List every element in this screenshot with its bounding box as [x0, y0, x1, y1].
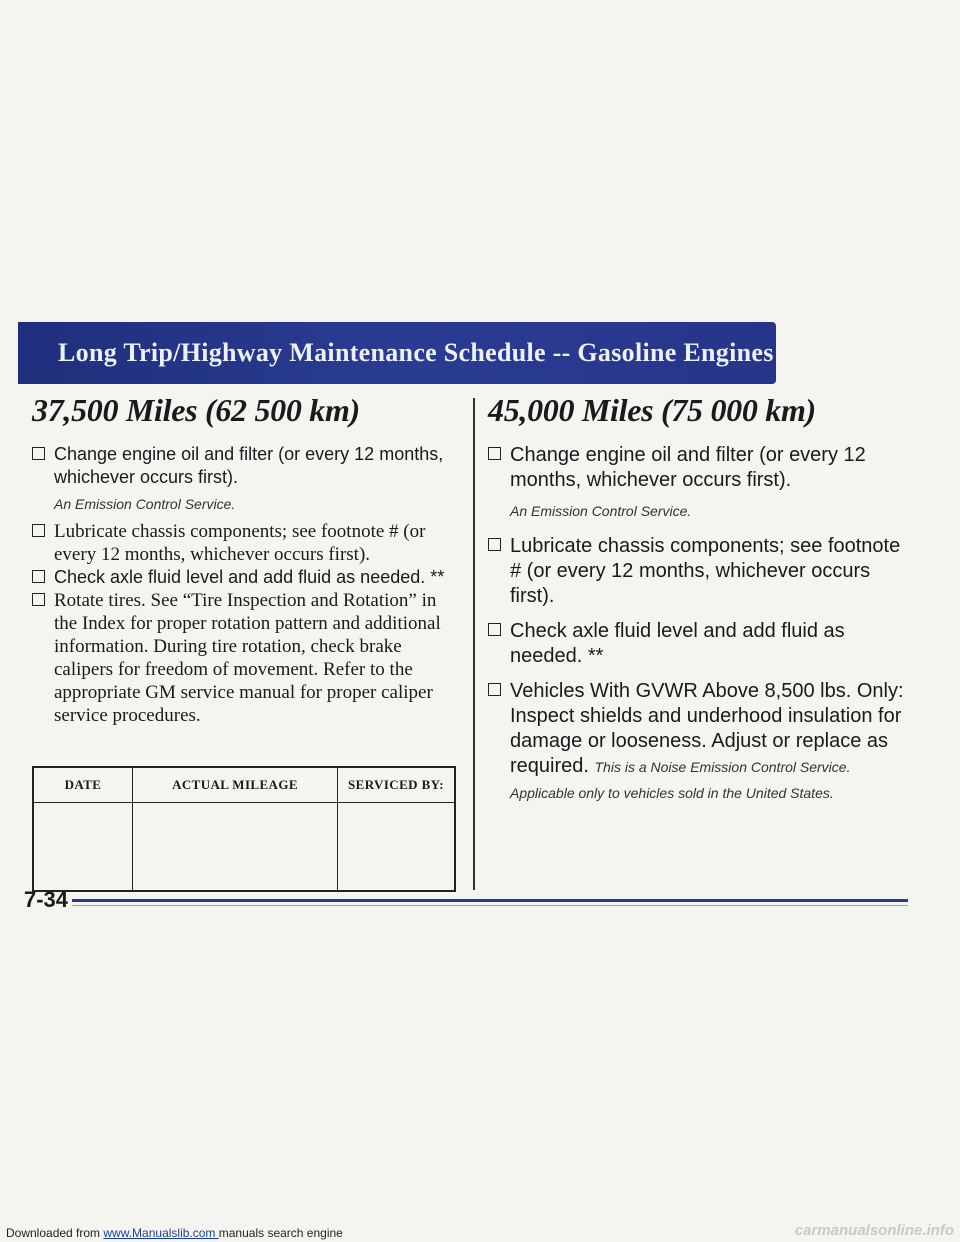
checklist-item	[488, 619, 913, 669]
checkbox-icon[interactable]	[488, 623, 501, 636]
checklist-item	[32, 589, 462, 727]
manualslib-link[interactable]: www.Manualslib.com	[103, 1226, 219, 1240]
checkbox-icon[interactable]	[32, 593, 45, 606]
right-heading: 45,000 Miles (75 000 km)	[488, 392, 816, 428]
emission-note: An Emission Control Service.	[54, 496, 236, 512]
checklist-item	[32, 566, 462, 589]
checklist-item	[32, 443, 462, 516]
checkbox-icon[interactable]	[32, 447, 45, 460]
right-column	[488, 392, 913, 806]
page-number: 7-34	[24, 887, 69, 912]
checkbox-icon[interactable]	[32, 524, 45, 537]
column-header: SERVICED BY:	[338, 767, 456, 803]
date-cell[interactable]	[33, 803, 133, 892]
item-text: Rotate tires. See “Tire Inspection and Rotation” in the Index for proper rotation pattern and additional information. During tire rotation, check brake calipers for freedom of movement. Refer to the appropriate GM service manual for proper caliper service procedures.	[54, 590, 441, 726]
checkbox-icon[interactable]	[488, 538, 501, 551]
checkbox-icon[interactable]	[488, 683, 501, 696]
left-heading: 37,500 Miles (62 500 km)	[32, 392, 360, 428]
item-text: Change engine oil and filter (or every 12 months, whichever occurs first).	[510, 444, 866, 491]
column-header: DATE	[33, 767, 133, 803]
checklist-item	[488, 443, 913, 524]
table-row	[33, 803, 455, 892]
item-text: Change engine oil and filter (or every 12 months, whichever occurs first).	[54, 444, 444, 487]
column-divider	[473, 398, 475, 890]
item-text: Check axle fluid level and add fluid as needed. **	[54, 567, 445, 587]
footer-rule-thin	[72, 905, 908, 906]
item-text: Check axle fluid level and add fluid as needed. **	[510, 620, 845, 667]
checklist-item	[488, 534, 913, 609]
download-prefix: Downloaded from	[6, 1226, 104, 1240]
item-text: Vehicles With GVWR Above 8,500 lbs. Only: Inspect shields and underhood insulation for damage or looseness. Adjust or replace as required.	[510, 680, 904, 777]
footer-rule	[72, 899, 908, 902]
service-log-table	[32, 766, 456, 892]
mileage-cell[interactable]	[133, 803, 338, 892]
section-banner	[18, 322, 776, 384]
column-header: ACTUAL MILEAGE	[133, 767, 338, 803]
checklist-item	[488, 679, 913, 806]
download-footer	[6, 1226, 343, 1240]
site-watermark: carmanualsonline.info	[794, 1222, 954, 1239]
checkbox-icon[interactable]	[32, 570, 45, 583]
download-suffix: manuals search engine	[218, 1226, 343, 1240]
table-header-row	[33, 767, 455, 803]
emission-note: An Emission Control Service.	[510, 503, 692, 519]
serviced-by-cell[interactable]	[338, 803, 456, 892]
checkbox-icon[interactable]	[488, 447, 501, 460]
item-text: Lubricate chassis components; see footnote # (or every 12 months, whichever occurs first).	[510, 535, 901, 607]
section-title: Long Trip/Highway Maintenance Schedule -- Gasoline Engines	[58, 338, 774, 367]
item-text: Lubricate chassis components; see footnote # (or every 12 months, whichever occurs first).	[54, 521, 426, 565]
noise-emission-note: This is a Noise Emission Control Service. Applicable only to vehicles sold in the United States.	[510, 759, 851, 801]
left-column	[32, 392, 462, 727]
checklist-item	[32, 520, 462, 566]
